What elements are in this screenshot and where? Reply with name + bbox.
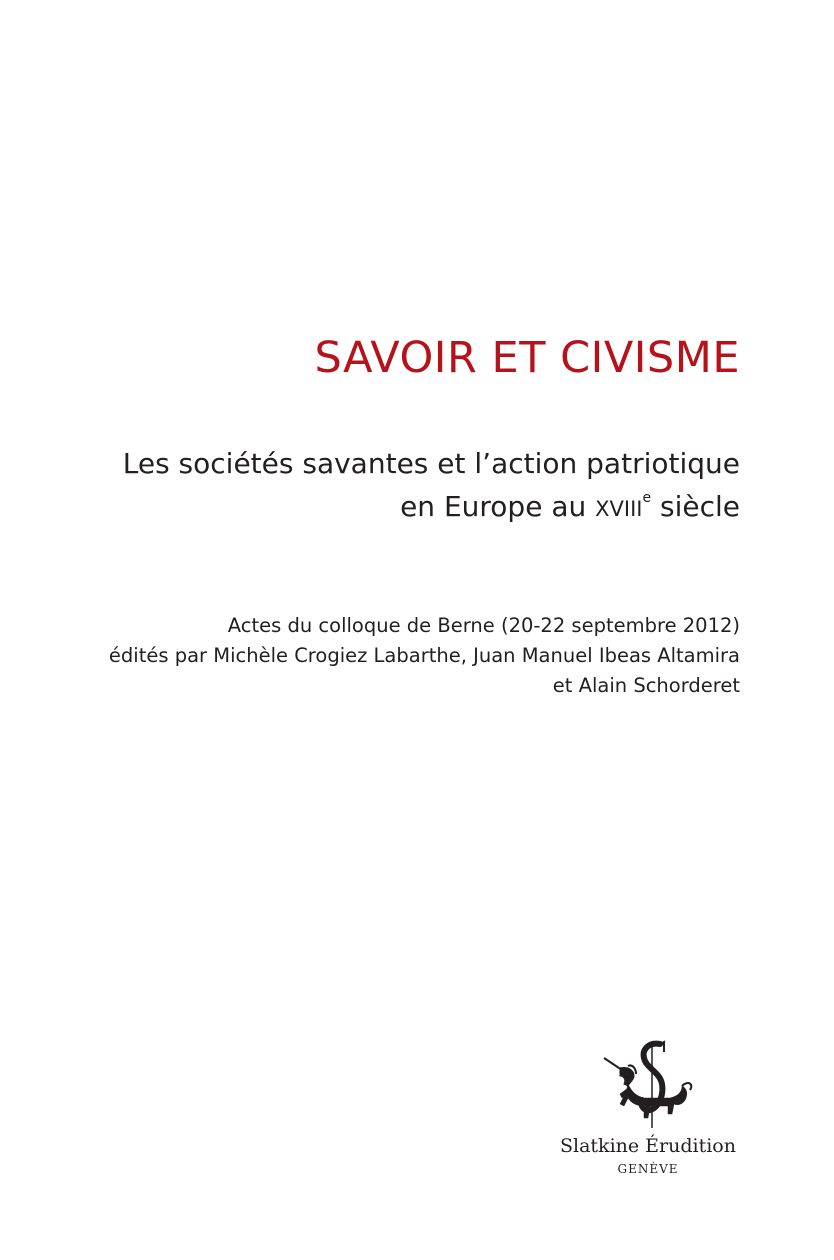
publisher-name: Slatkine Érudition (560, 1135, 736, 1157)
publisher-block (548, 1040, 748, 1178)
century-numeral: XVIII (595, 497, 643, 521)
subtitle-line-2 (123, 485, 740, 531)
credits-line-1: Actes du colloque de Berne (20-22 septembre 2012) (227, 614, 740, 637)
credits-line-2: édités par Michèle Crogiez Labarthe, Juan Manuel Ibeas Altamira (108, 644, 740, 667)
credits (109, 611, 740, 701)
credits-line-3: et Alain Schorderet (552, 674, 740, 697)
publisher-city: GENÈVE (617, 1162, 679, 1176)
subtitle-line-2-suffix: siècle (651, 490, 740, 523)
subtitle-line-2-prefix: en Europe au (400, 490, 596, 523)
title-block (315, 328, 740, 388)
unicorn-s-logo-icon (598, 1040, 698, 1130)
page-title: SAVOIR ET CIVISME (314, 333, 740, 383)
subtitle (123, 442, 740, 531)
century-superscript: e (642, 490, 652, 506)
subtitle-line-1: Les sociétés savantes et l’action patriotique (122, 447, 740, 480)
